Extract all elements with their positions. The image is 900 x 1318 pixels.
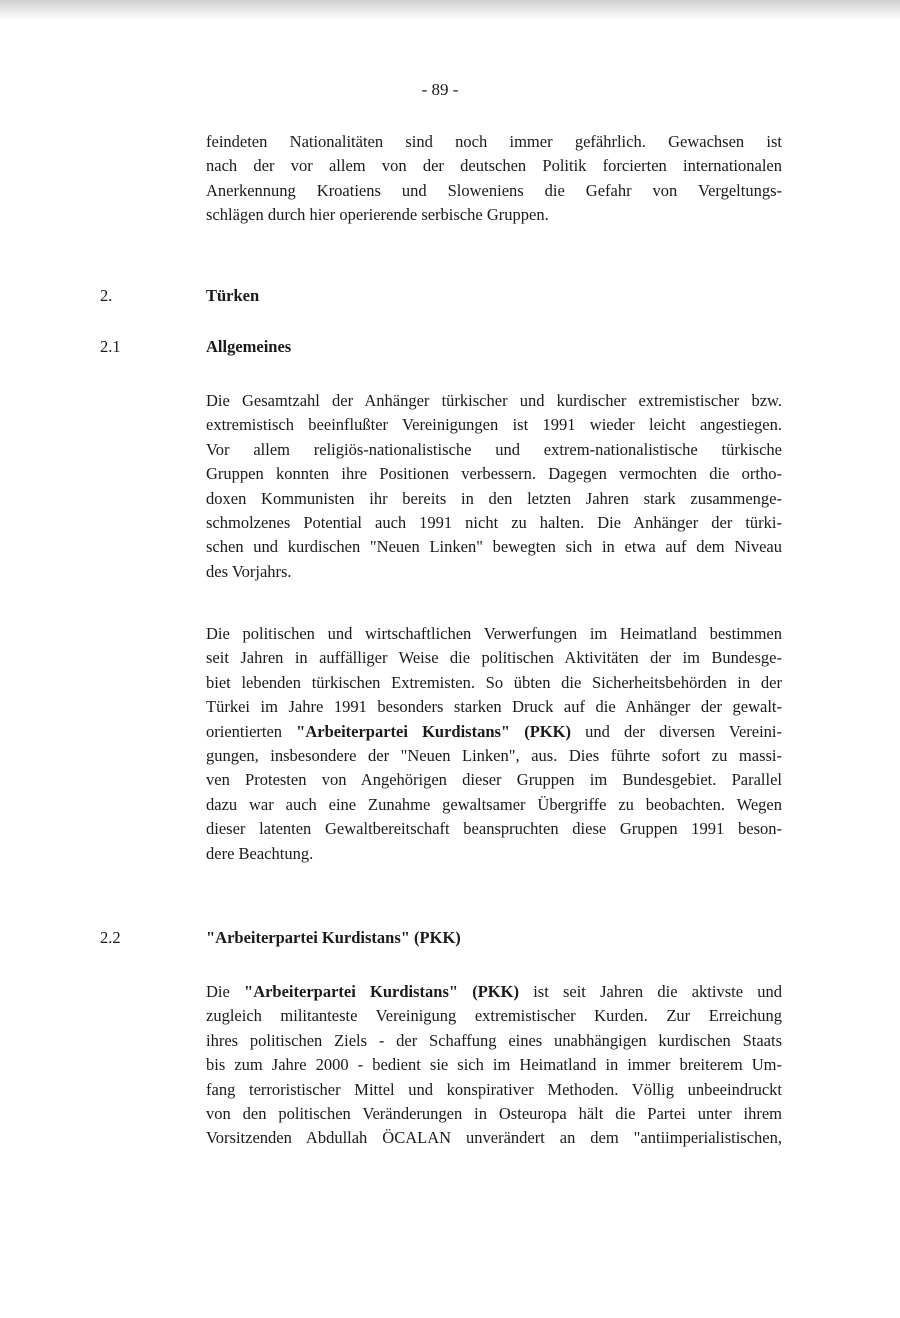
text-line: Vorsitzenden Abdullah ÖCALAN unverändert an dem "antiimperialistischen, xyxy=(206,1128,782,1148)
bold-org-name: "Arbeiterpartei Kurdistans" (PKK) xyxy=(296,721,571,741)
section-2-2-title: "Arbeiterpartei Kurdistans" (PKK) xyxy=(206,928,461,947)
text-line: von den politischen Veränderungen in Osteuropa hält die Partei unter ihrem xyxy=(206,1104,782,1124)
text-line: Türkei im Jahre 1991 besonders starken Druck auf die Anhänger der gewalt- xyxy=(206,697,782,717)
section-2-number: 2. xyxy=(100,286,113,305)
text-fragment: ist seit Jahren die aktivste und xyxy=(518,982,782,1001)
text-line: Gruppen konnten ihre Positionen verbessern. Dagegen vermochten die ortho- xyxy=(206,464,782,484)
text-line: biet lebenden türkischen Extremisten. So übten die Sicherheitsbehörden in der xyxy=(206,672,782,692)
section-2-1-paragraph-2 xyxy=(206,622,782,866)
text-line-with-bold xyxy=(206,720,782,744)
text-line: des Vorjahrs. xyxy=(206,561,292,581)
text-line: Die Gesamtzahl der Anhänger türkischer und kurdischer extremistischer bzw. xyxy=(206,391,782,410)
scan-edge-shadow xyxy=(0,0,900,20)
text-line: seit Jahren in auffälliger Weise die politischen Aktivitäten der im Bundesge- xyxy=(206,648,782,668)
text-line: Vor allem religiös-nationalistische und extrem-nationalistische türkische xyxy=(206,439,782,459)
text-fragment: Die xyxy=(206,982,245,1001)
text-line: doxen Kommunisten ihr bereits in den letzten Jahren stark zusammenge- xyxy=(206,488,782,508)
text-line: dere Beachtung. xyxy=(206,843,314,863)
text-line: extremistisch beeinflußter Vereinigungen ist 1991 wieder leicht angestiegen. xyxy=(206,415,782,435)
text-line: bis zum Jahre 2000 - bedient sie sich im Heimatland in immer breiterem Um- xyxy=(206,1055,782,1075)
text-line: feindeten Nationalitäten sind noch immer gefährlich. Gewachsen ist xyxy=(206,132,782,151)
text-line: schmolzenes Potential auch 1991 nicht zu halten. Die Anhänger der türki- xyxy=(206,513,782,533)
text-line: schen und kurdischen "Neuen Linken" bewegten sich in etwa auf dem Niveau xyxy=(206,537,782,557)
bold-org-name: "Arbeiterpartei Kurdistans" (PKK) xyxy=(244,982,519,1001)
text-fragment: und der diversen Vereini- xyxy=(570,721,782,741)
section-2-1-title: Allgemeines xyxy=(206,337,292,356)
page-number: - 89 - xyxy=(421,80,459,99)
section-2-2-number: 2.2 xyxy=(100,928,121,947)
section-2-2-paragraph xyxy=(206,980,782,1151)
section-2-title: Türken xyxy=(206,286,260,305)
text-line: schlägen durch hier operierende serbische Gruppen. xyxy=(206,205,549,225)
text-line: dazu war auch eine Zunahme gewaltsamer Übergriffe zu beobachten. Wegen xyxy=(206,794,782,814)
text-line: nach der vor allem von der deutschen Politik forcierten internationalen xyxy=(206,156,782,176)
text-line: fang terroristischer Mittel und konspirativer Methoden. Völlig unbeeindruckt xyxy=(206,1079,782,1099)
text-line: zugleich militanteste Vereinigung extremistischer Kurden. Zur Erreichung xyxy=(206,1006,782,1026)
section-2-1-number: 2.1 xyxy=(100,337,121,356)
text-line: gungen, insbesondere der "Neuen Linken", aus. Dies führte sofort zu massi- xyxy=(206,746,782,766)
text-line: Die politischen und wirtschaftlichen Verwerfungen im Heimatland bestimmen xyxy=(206,624,782,643)
text-line-with-bold xyxy=(206,980,782,1004)
text-line: Anerkennung Kroatiens und Sloweniens die Gefahr von Vergeltungs- xyxy=(206,180,782,200)
text-line: dieser latenten Gewaltbereitschaft beanspruchten diese Gruppen 1991 beson- xyxy=(206,819,782,839)
text-fragment: orientierten xyxy=(206,721,297,741)
text-line: ven Protesten von Angehörigen dieser Gruppen im Bundesgebiet. Parallel xyxy=(206,770,782,790)
section-2-1-paragraph-1 xyxy=(206,389,782,584)
intro-paragraph xyxy=(206,130,782,228)
text-line: ihres politischen Ziels - der Schaffung eines unabhängigen kurdischen Staats xyxy=(206,1030,782,1050)
